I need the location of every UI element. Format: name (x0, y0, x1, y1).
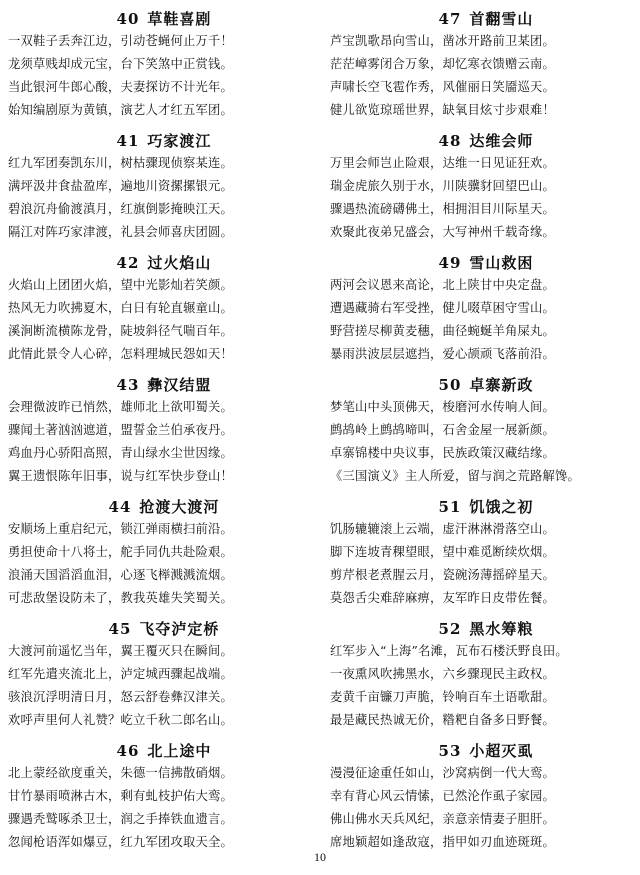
poem-title (8, 252, 320, 274)
poem-line: 《三国演义》主人所爱，留与润之荒路解馋。 (330, 469, 580, 483)
poem-title-text: 过火焰山 (147, 254, 212, 272)
poem-title (330, 374, 640, 396)
poem-line: 最是藏民热诚无价，糌粑自备多日野餐。 (330, 713, 555, 727)
poem-number: 45 (108, 620, 132, 638)
poem-title (330, 130, 640, 152)
poem-title-text: 北上途中 (147, 742, 212, 760)
poem-line: 剪芹根老煮腥云月，瓷碗汤薄摇碎星天。 (330, 568, 555, 582)
poem-title-text: 抢渡大渡河 (139, 498, 220, 516)
poem-title-text: 草鞋喜剧 (147, 10, 212, 28)
poem-line: 欢聚此夜弟兄盛会，大写神州千载奇缘。 (330, 225, 555, 239)
poem-line: 瑞金虎旅久别于水，川陕骥豺回望巴山。 (330, 179, 555, 193)
poem-number: 42 (116, 254, 140, 272)
poem-block (8, 740, 320, 862)
poem-block (330, 252, 640, 374)
poem-line: 始知编剧原为黄镇，演艺人才红五军团。 (8, 103, 233, 117)
poem-line: 红军步入“上海”名滩，瓦布石楼沃野良田。 (330, 644, 568, 658)
poem-line: 遭遇藏骑右军受挫，健儿啜草困守雪山。 (330, 301, 555, 315)
poem-number: 48 (438, 132, 462, 150)
poem-block (330, 374, 640, 496)
poem-title-text: 小超灭虱 (469, 742, 534, 760)
poem-number: 40 (116, 10, 140, 28)
poem-number: 44 (108, 498, 132, 516)
poem-line: 一双鞋子丢奔江边，引动苍蝇何止万千！ (8, 34, 233, 48)
poem-line: 声啸长空飞雹作秀，风催丽日笑靥巡天。 (330, 80, 555, 94)
poem-line: 骤遇热流磅礴佛土，相拥泪目川际星天。 (330, 202, 555, 216)
poem-title (330, 8, 640, 30)
poem-line: 安顺场上重启纪元，锁江弹雨横扫前沿。 (8, 522, 233, 536)
poem-line: 北上蒙经欲度重关，朱德一信拂散硝烟。 (8, 766, 233, 780)
poem-line: 饥肠辘辘滚上云端，虚汗淋淋滑落空山。 (330, 522, 555, 536)
poem-line: 红九军团奏凯东川，树枯骤现侦察某连。 (8, 156, 233, 170)
poem-line: 当此银河牛郎心酸，夫妻探访不计光年。 (8, 80, 233, 94)
poem-block (330, 130, 640, 252)
poem-title-text: 巧家渡江 (147, 132, 212, 150)
poem-title (8, 8, 320, 30)
poem-line: 万里会师岂止险艰，达维一日见证狂欢。 (330, 156, 555, 170)
poem-title (330, 496, 640, 518)
poem-line: 两河会议恩来高论，北上陕甘中央定盘。 (330, 278, 555, 292)
poem-line: 幸有背心风云情愫，已然沦作虱子家园。 (330, 789, 555, 803)
poem-line: 龙须草贱却成元宝，台下笑煞中正赏钱。 (8, 57, 233, 71)
poem-title (8, 740, 320, 762)
poem-title-text: 飞夺泸定桥 (139, 620, 220, 638)
poem-line: 可悲敌堡设防未了，教我英雄失笑蜀关。 (8, 591, 233, 605)
poem-number: 46 (116, 742, 140, 760)
poem-title-text: 首翻雪山 (469, 10, 534, 28)
poem-title-text: 达维会师 (469, 132, 534, 150)
poem-title (8, 130, 320, 152)
poem-line: 一夜熏风吹拂黑水，六乡骤现民主政权。 (330, 667, 555, 681)
poem-line: 满坪汲井食盐盈库，遍地川资摞摞银元。 (8, 179, 233, 193)
poem-number: 51 (438, 498, 462, 516)
poem-line: 骤遇秃鹫啄杀卫士，润之手捧铁血遗言。 (8, 812, 233, 826)
poem-line: 会理微波昨已悄然，雄师北上欲叩蜀关。 (8, 400, 233, 414)
poem-title (330, 618, 640, 640)
poem-line: 佛山佛水天兵风纪，亲意亲情妻子胆肝。 (330, 812, 555, 826)
poem-line: 隔江对阵巧家津渡，礼县会师喜庆团圆。 (8, 225, 233, 239)
poem-block (8, 496, 320, 618)
poem-number: 49 (438, 254, 462, 272)
poem-line: 梦笔山中头顶佛天，梭磨河水传响人间。 (330, 400, 555, 414)
poem-line: 席地颖超如逢敌寇，指甲如刃血迹斑斑。 (330, 835, 555, 849)
poem-title-text: 彝汉结盟 (147, 376, 212, 394)
poem-line: 浪涌天国滔滔血泪，心逐飞榉溅溅流烟。 (8, 568, 233, 582)
poem-line: 麦黄千亩镰刀声脆，铃响百车土语歌甜。 (330, 690, 555, 704)
poem-block (8, 252, 320, 374)
poem-block (330, 740, 640, 862)
poem-line: 溪涧断流横陈龙骨，陡坡斜径气喘百年。 (8, 324, 233, 338)
poem-line: 大渡河前遥忆当年，翼王覆灭只在瞬间。 (8, 644, 233, 658)
poem-title (330, 740, 640, 762)
poem-line: 骇浪沉浮明清日月，怒云舒卷彝汉津关。 (8, 690, 233, 704)
poem-line: 野营搓尽柳黄麦穗，曲径蜿蜒羊角屎丸。 (330, 324, 555, 338)
poem-title-text: 雪山救困 (469, 254, 534, 272)
poem-line: 甘竹暴雨喷淋古木，剩有虬枝护佑大鸾。 (8, 789, 233, 803)
poem-title (8, 374, 320, 396)
poem-line: 卓寨锦楼中央议事，民族政策汉藏结缘。 (330, 446, 555, 460)
poem-block (330, 8, 640, 130)
page-number: 10 (314, 850, 326, 864)
poem-line: 脚下连坡青稞望眼，望中难觅断续炊烟。 (330, 545, 555, 559)
poem-number: 52 (438, 620, 462, 638)
poem-title (330, 252, 640, 274)
poem-number: 50 (438, 376, 462, 394)
poem-line: 翼王遗恨陈年旧事，说与红军快步登山！ (8, 469, 233, 483)
poem-number: 47 (438, 10, 462, 28)
poem-title-text: 黑水筹粮 (469, 620, 534, 638)
poem-title (8, 496, 320, 518)
poem-number: 43 (116, 376, 140, 394)
poem-line: 火焰山上团团火焰，望中光影灿若笑颜。 (8, 278, 233, 292)
poem-line: 此情此景令人心碎，怎料理城民怨如天！ (8, 347, 233, 361)
poem-number: 53 (438, 742, 462, 760)
poem-block (8, 8, 320, 130)
poem-number: 41 (116, 132, 140, 150)
poem-line: 热风无力吹拂夏木，白日有轮直辗童山。 (8, 301, 233, 315)
poem-line: 碧浪沉舟偷渡滇月，红旗倒影掩映江天。 (8, 202, 233, 216)
poem-line: 茫茫嶂雾闭合万象，却忆寒衣馈赠云南。 (330, 57, 555, 71)
poem-line: 鸡血丹心骄阳高照，青山绿水尘世因缘。 (8, 446, 233, 460)
poem-title-text: 卓寨新政 (469, 376, 534, 394)
poem-block (8, 618, 320, 740)
poem-line: 骤闻土著汹汹遮道，盟誓金兰伯承夜丹。 (8, 423, 233, 437)
poem-block (330, 496, 640, 618)
poem-line: 芦宝凯歌昂向雪山，凿冰开路前卫某团。 (330, 34, 555, 48)
poem-title (8, 618, 320, 640)
poem-line: 欢呼声里何人礼赞？屹立千秋二郎名山。 (8, 713, 233, 727)
poem-line: 健儿欲览琼瑶世界，缺氧目炫寸步艰难！ (330, 103, 555, 117)
poem-line: 鹧鸪岭上鹧鸪啼叫，石舍金屋一展新颜。 (330, 423, 555, 437)
poem-line: 忽闻枪语浑如爆豆，红九军团攻取天全。 (8, 835, 233, 849)
right-column (330, 8, 640, 862)
poem-line: 暴雨洪波层层遮挡，爱心颉顽飞落前沿。 (330, 347, 555, 361)
left-column (8, 8, 320, 862)
poem-block (330, 618, 640, 740)
poem-line: 勇担使命十八将士，舵手同仇共赴险艰。 (8, 545, 233, 559)
poem-title-text: 饥饿之初 (469, 498, 534, 516)
poem-block (8, 374, 320, 496)
poem-line: 漫漫征途重任如山，沙窝病倒一代大鸾。 (330, 766, 555, 780)
poem-block (8, 130, 320, 252)
poem-line: 红军先遣夹流北上，泸定城西骤起战端。 (8, 667, 233, 681)
poem-line: 莫怨舌尖难辞麻痹，友军昨日皮带佐餐。 (330, 591, 555, 605)
